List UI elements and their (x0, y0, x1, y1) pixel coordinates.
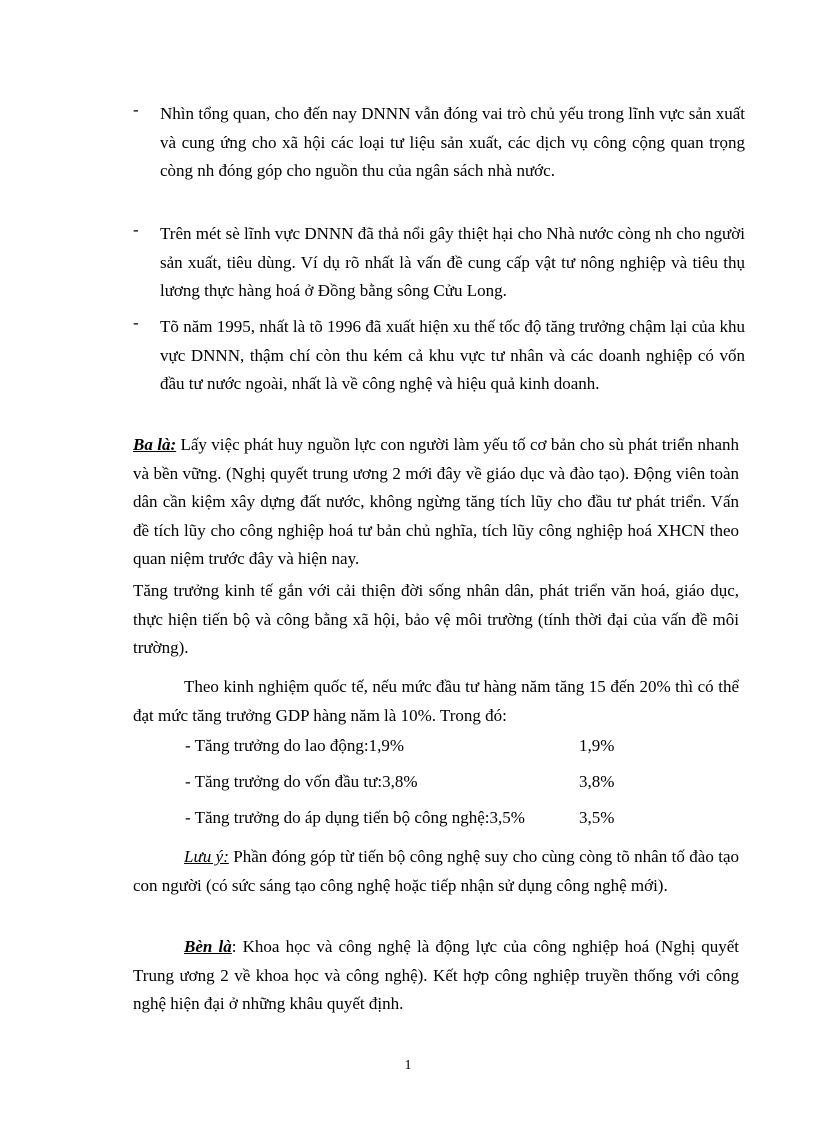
paragraph-theo-kinh-nghiem: Theo kinh nghiệm quốc tế, nếu mức đầu tư hàng năm tăng 15 đến 20% thì có thể đạt mức tăng trưởng GDP hàng năm là 10%. Trong đó: (133, 677, 739, 725)
paragraph-luu-y (133, 843, 739, 900)
luu-y-text: Phần đóng góp từ tiến bộ công nghệ suy cho cùng còng tõ nhân tố đào tạo con người (có sức sáng tạo công nghệ hoặc tiếp nhận sử dụng công nghệ mới). (133, 847, 740, 895)
bon-la-text: : Khoa học và công nghệ là động lực của công nghiệp hoá (Nghị quyết Trung ương 2 về khoa học và công nghệ). Kết hợp công nghiệp truyền thống với công nghệ hiện đại ở những khâu quyết định. (133, 937, 739, 1013)
growth-label: - Tăng trưởng do vốn đầu tư:3,8% (185, 772, 418, 791)
ba-la-label: Ba là: (133, 435, 177, 454)
luu-y-label: Lưu ý: (184, 847, 229, 866)
growth-row (185, 772, 645, 798)
growth-row (185, 808, 645, 834)
bullet-dash: - (133, 313, 139, 332)
ba-la-text: Lấy việc phát huy nguồn lực con người làm yếu tố cơ bản cho sù phát triển nhanh và bền vững. (Nghị quyết trung ương 2 mới đây về giáo dục và đào tạo). Động viên toàn dân cần kiệm xây dựng đất nước, không ngừng tăng tích lũy cho đầu tư phát triển. Vấn đề tích lũy cho công nghiệp hoá tư bản chủ nghĩa, tích lũy công nghiệp hoá XHCN theo quan niệm trước đây và hiện nay. (133, 435, 739, 568)
bullet-text: Tõ năm 1995, nhất là tõ 1996 đã xuất hiện xu thế tốc độ tăng trưởng chậm lại của khu vực DNNN, thậm chí còn thu kém cả khu vực tư nhân và các doanh nghiệp có vốn đầu tư nước ngoài, nhất là về công nghệ và hiệu quả kinh doanh. (160, 317, 745, 393)
paragraph-tang-truong: Tăng trưởng kinh tế gắn với cải thiện đời sống nhân dân, phát triển văn hoá, giáo dục, thực hiện tiến bộ và công bằng xã hội, bảo vệ môi trường (tính thời đại của vấn đề môi trường). (133, 581, 739, 657)
bullet-dash: - (133, 100, 139, 119)
bon-la-label: Bèn là (184, 937, 232, 956)
growth-value: 3,5% (579, 808, 615, 827)
bullet-text: Nhìn tổng quan, cho đến nay DNNN vẫn đóng vai trò chủ yếu trong lĩnh vực sản xuất và cung ứng cho xã hội các loại tư liệu sản xuất, các dịch vụ công cộng quan trọng còng nh đóng góp cho nguồn thu của ngân sách nhà nước. (160, 104, 745, 180)
page-number: 1 (404, 1058, 412, 1073)
bullet-text: Trên mét sè lĩnh vực DNNN đã thả nổi gây thiệt hại cho Nhà nước còng nh cho người sản xuất, tiêu dùng. Ví dụ rõ nhất là vấn đề cung cấp vật tư nông nghiệp và tiêu thụ lương thực hàng hoá ở Đồng bằng sông Cửu Long. (160, 224, 745, 300)
growth-value: 3,8% (579, 772, 615, 791)
paragraph-ba-la (133, 431, 739, 574)
growth-label: - Tăng trưởng do lao động:1,9% (185, 736, 405, 755)
bullet-dash: - (133, 220, 139, 239)
growth-value: 1,9% (579, 736, 615, 755)
growth-row (185, 736, 645, 762)
paragraph-bon-la (133, 933, 739, 1019)
bullet-item (133, 313, 745, 399)
growth-label: - Tăng trưởng do áp dụng tiến bộ công nghệ:3,5% (185, 808, 525, 827)
bullet-item (133, 100, 745, 186)
bullet-item (133, 220, 745, 306)
